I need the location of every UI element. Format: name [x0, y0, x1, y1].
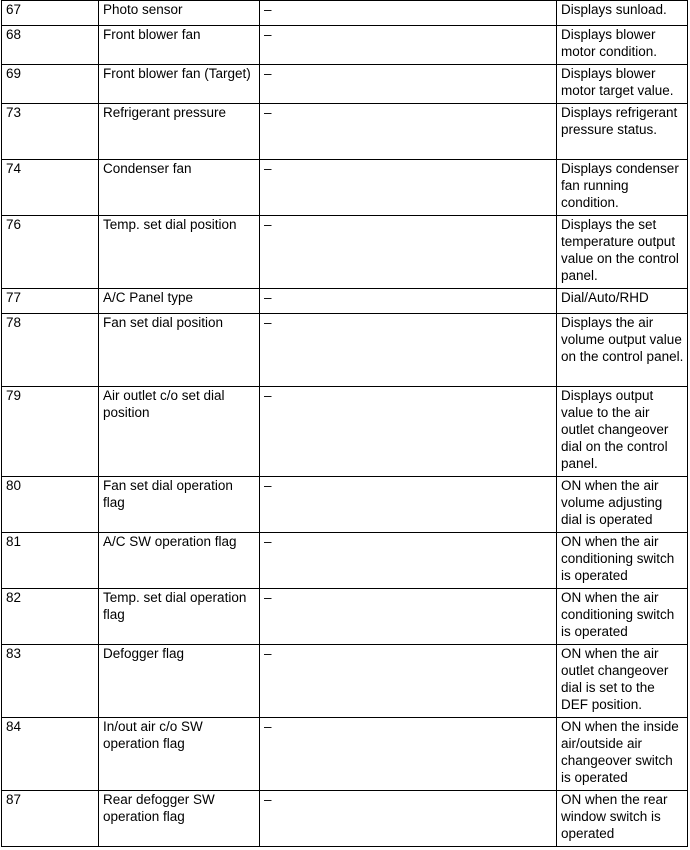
- cell-item: Front blower fan: [99, 26, 260, 65]
- cell-number: 77: [2, 289, 99, 314]
- cell-number: 73: [2, 104, 99, 160]
- table-row: [2, 387, 688, 477]
- cell-item: Fan set dial position: [99, 314, 260, 387]
- table-row: [2, 314, 688, 387]
- table-row: [2, 718, 688, 791]
- cell-number: 79: [2, 387, 99, 477]
- cell-range: –: [260, 216, 557, 289]
- cell-number: 80: [2, 477, 99, 533]
- cell-number: 87: [2, 791, 99, 847]
- cell-number: 78: [2, 314, 99, 387]
- cell-range: –: [260, 65, 557, 104]
- table-row: [2, 477, 688, 533]
- cell-number: 81: [2, 533, 99, 589]
- table-body: [2, 1, 688, 847]
- cell-range: –: [260, 1, 557, 26]
- cell-range: –: [260, 791, 557, 847]
- cell-range: –: [260, 387, 557, 477]
- cell-description: Displays output value to the air outlet changeover dial on the control panel.: [557, 387, 688, 477]
- table-row: [2, 1, 688, 26]
- cell-description: Displays the set temperature output value on the control panel.: [557, 216, 688, 289]
- cell-description: ON when the air conditioning switch is operated: [557, 589, 688, 645]
- cell-item: Temp. set dial position: [99, 216, 260, 289]
- cell-number: 83: [2, 645, 99, 718]
- cell-range: –: [260, 533, 557, 589]
- table-row: [2, 589, 688, 645]
- cell-range: –: [260, 645, 557, 718]
- cell-item: Rear defogger SW operation flag: [99, 791, 260, 847]
- cell-range: –: [260, 718, 557, 791]
- cell-item: Air outlet c/o set dial position: [99, 387, 260, 477]
- cell-number: 69: [2, 65, 99, 104]
- table-row: [2, 791, 688, 847]
- cell-item: Condenser fan: [99, 160, 260, 216]
- table-row: [2, 289, 688, 314]
- cell-number: 84: [2, 718, 99, 791]
- cell-description: Dial/Auto/RHD: [557, 289, 688, 314]
- cell-description: ON when the air conditioning switch is operated: [557, 533, 688, 589]
- cell-item: Temp. set dial operation flag: [99, 589, 260, 645]
- cell-range: –: [260, 160, 557, 216]
- cell-item: Fan set dial operation flag: [99, 477, 260, 533]
- cell-item: Defogger flag: [99, 645, 260, 718]
- cell-description: Displays blower motor condition.: [557, 26, 688, 65]
- cell-range: –: [260, 104, 557, 160]
- cell-range: –: [260, 26, 557, 65]
- cell-description: Displays sunload.: [557, 1, 688, 26]
- table-row: [2, 645, 688, 718]
- cell-description: ON when the rear window switch is operated: [557, 791, 688, 847]
- cell-item: A/C SW operation flag: [99, 533, 260, 589]
- table-row: [2, 65, 688, 104]
- cell-range: –: [260, 289, 557, 314]
- cell-description: Displays blower motor target value.: [557, 65, 688, 104]
- cell-item: Photo sensor: [99, 1, 260, 26]
- cell-description: Displays the air volume output value on the control panel.: [557, 314, 688, 387]
- cell-number: 74: [2, 160, 99, 216]
- cell-number: 67: [2, 1, 99, 26]
- cell-description: ON when the inside air/outside air changeover switch is operated: [557, 718, 688, 791]
- cell-number: 68: [2, 26, 99, 65]
- table-row: [2, 216, 688, 289]
- cell-number: 76: [2, 216, 99, 289]
- cell-range: –: [260, 314, 557, 387]
- cell-item: A/C Panel type: [99, 289, 260, 314]
- cell-description: Displays refrigerant pressure status.: [557, 104, 688, 160]
- cell-item: Refrigerant pressure: [99, 104, 260, 160]
- cell-description: ON when the air outlet changeover dial is set to the DEF position.: [557, 645, 688, 718]
- cell-description: Displays condenser fan running condition.: [557, 160, 688, 216]
- cell-item: In/out air c/o SW operation flag: [99, 718, 260, 791]
- cell-number: 82: [2, 589, 99, 645]
- cell-range: –: [260, 477, 557, 533]
- cell-range: –: [260, 589, 557, 645]
- table-row: [2, 160, 688, 216]
- table-row: [2, 104, 688, 160]
- table-row: [2, 26, 688, 65]
- data-table: [1, 0, 688, 847]
- cell-description: ON when the air volume adjusting dial is operated: [557, 477, 688, 533]
- cell-item: Front blower fan (Target): [99, 65, 260, 104]
- table-row: [2, 533, 688, 589]
